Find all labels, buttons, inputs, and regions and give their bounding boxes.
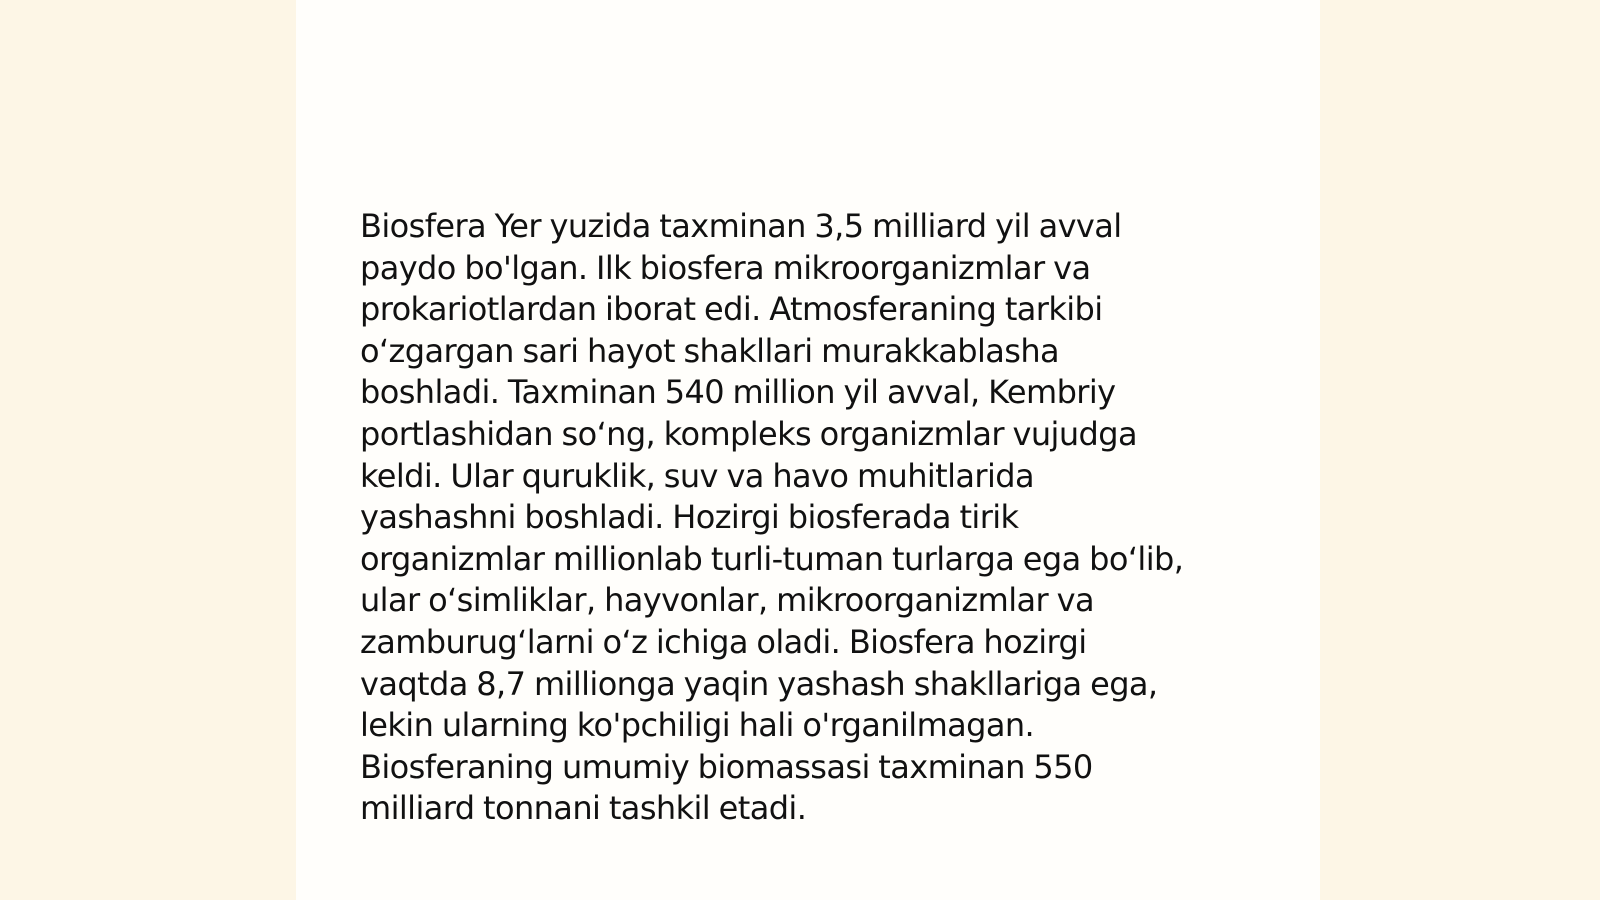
body-paragraph: Biosfera Yer yuzida taxminan 3,5 milliard yil avval paydo bo'lgan. Ilk biosfera mikroorganizmlar va prokariotlardan iborat edi. Atmosferaning tarkibi o‘zgargan sari hayot shakllari murakkablasha boshladi. Taxminan 540 million yil avval, Kembriy portlashidan so‘ng, kompleks organizmlar vujudga keldi. Ular quruklik, suv va havo muhitlarida yashashni boshladi. Hozirgi biosferada tirik organizmlar millionlab turli-tuman turlarga ega bo‘lib, ular o‘simliklar, hayvonlar, mikroorganizmlar va zamburug‘larni o‘z ichiga oladi. Biosfera hozirgi vaqtda 8,7 millionga yaqin yashash shakllariga ega, lekin ularning ko'pchiligi hali o'rganilmagan. Biosferaning umumiy biomassasi taxminan 550 milliard tonnani tashkil etadi.: [360, 207, 1184, 828]
document-page: [296, 0, 1320, 900]
